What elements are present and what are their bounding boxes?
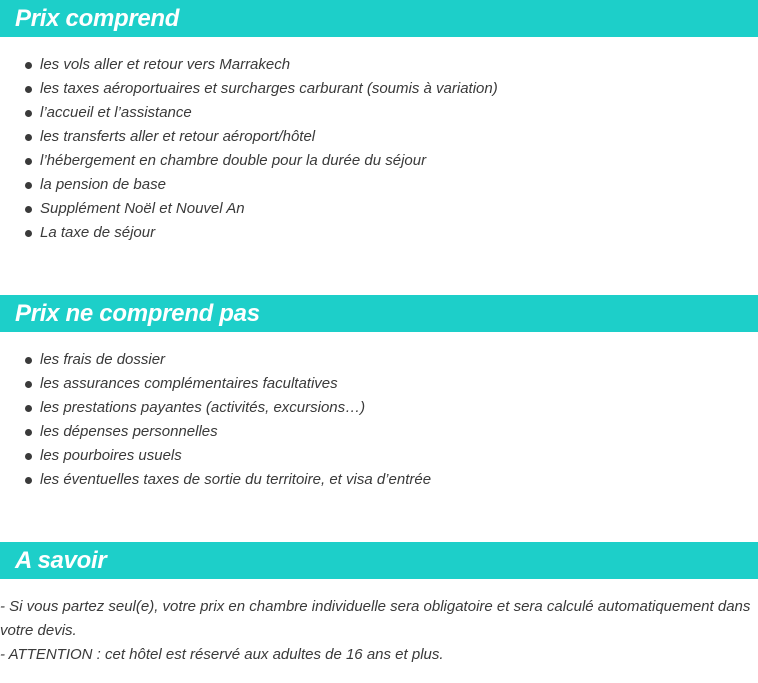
bullet-icon <box>25 158 32 165</box>
included-header <box>0 0 758 37</box>
to-know-note-age: - ATTENTION : cet hôtel est réservé aux adultes de 16 ans et plus. <box>0 646 444 663</box>
bullet-icon <box>25 62 32 69</box>
list-item: les dépenses personnelles <box>0 420 431 444</box>
list-item: les frais de dossier <box>0 348 431 372</box>
list-item: l’hébergement en chambre double pour la durée du séjour <box>0 149 498 173</box>
bullet-icon <box>25 453 32 460</box>
bullet-icon <box>25 477 32 484</box>
not-included-title: Prix ne comprend pas <box>15 299 260 327</box>
list-item: les assurances complémentaires facultatives <box>0 372 431 396</box>
bullet-icon <box>25 206 32 213</box>
bullet-icon <box>25 357 32 364</box>
included-list <box>0 53 498 245</box>
list-item: la pension de base <box>0 173 498 197</box>
to-know-title: A savoir <box>15 546 107 574</box>
list-item: l’accueil et l’assistance <box>0 101 498 125</box>
bullet-icon <box>25 182 32 189</box>
not-included-header <box>0 295 758 332</box>
bullet-icon <box>25 110 32 117</box>
to-know-note-single: - Si vous partez seul(e), votre prix en chambre individuelle sera obligatoire et sera calculé automatiquement dans votre devis. <box>0 598 751 639</box>
bullet-icon <box>25 429 32 436</box>
bullet-icon <box>25 86 32 93</box>
list-item: les transferts aller et retour aéroport/hôtel <box>0 125 498 149</box>
not-included-section <box>0 295 758 332</box>
bullet-icon <box>25 381 32 388</box>
included-section <box>0 0 758 37</box>
list-item: les éventuelles taxes de sortie du territoire, et visa d’entrée <box>0 468 431 492</box>
included-title: Prix comprend <box>15 4 180 32</box>
bullet-icon <box>25 405 32 412</box>
list-item: les vols aller et retour vers Marrakech <box>0 53 498 77</box>
list-item: Supplément Noël et Nouvel An <box>0 197 498 221</box>
not-included-list <box>0 348 431 492</box>
bullet-icon <box>25 230 32 237</box>
list-item: La taxe de séjour <box>0 221 498 245</box>
list-item: les taxes aéroportuaires et surcharges carburant (soumis à variation) <box>0 77 498 101</box>
to-know-section <box>0 542 758 579</box>
bullet-icon <box>25 134 32 141</box>
to-know-header <box>0 542 758 579</box>
list-item: les prestations payantes (activités, excursions…) <box>0 396 431 420</box>
list-item: les pourboires usuels <box>0 444 431 468</box>
